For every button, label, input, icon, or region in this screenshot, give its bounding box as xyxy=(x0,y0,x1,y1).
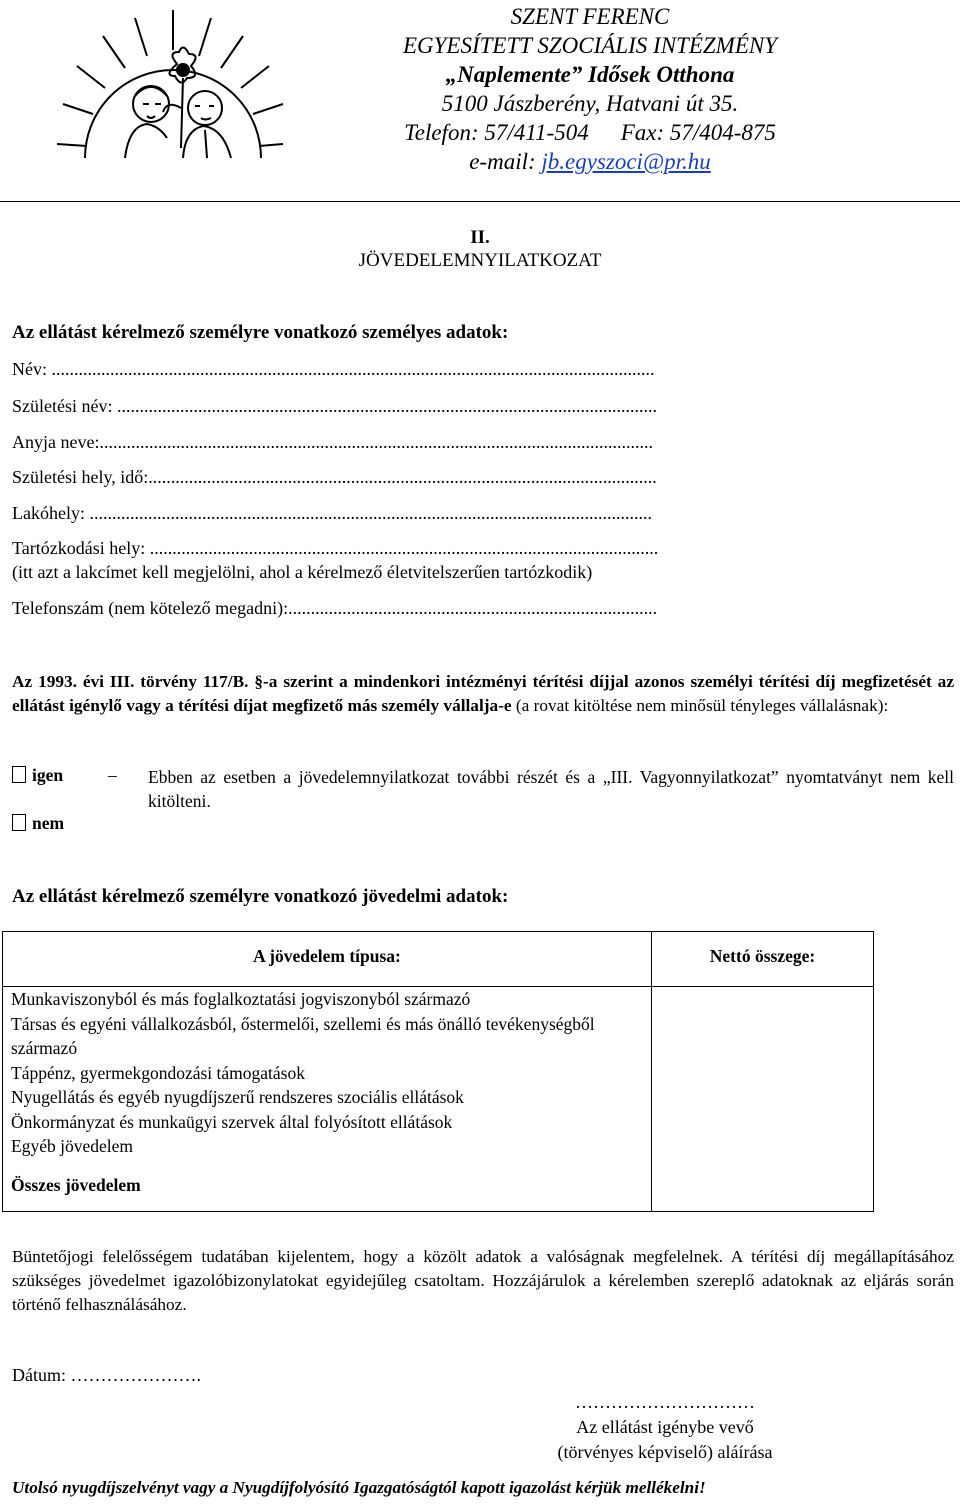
form-number: II. xyxy=(470,227,490,248)
income-types-cell xyxy=(3,987,652,1212)
checkbox-yes[interactable] xyxy=(12,766,26,783)
institution-home-name: „Naplemente” Idősek Otthona xyxy=(445,62,735,87)
signature-label-1: Az ellátást igénybe vevő xyxy=(576,1417,754,1437)
option-no[interactable] xyxy=(12,813,64,834)
net-amount-cell[interactable] xyxy=(652,987,874,1212)
header-divider xyxy=(0,201,960,202)
signature-line[interactable]: ………………………… xyxy=(575,1392,755,1412)
income-row-total: Összes jövedelem xyxy=(11,1174,141,1195)
personal-data-heading: Az ellátást kérelmező személyre vonatkozó személyes adatok: xyxy=(12,322,509,343)
signature-block xyxy=(520,1390,810,1465)
income-row-other: Egyéb jövedelem xyxy=(11,1136,133,1156)
law-question xyxy=(12,670,954,718)
stay-address-field[interactable]: Tartózkodási hely: ................................................................................................................. xyxy=(12,538,659,558)
income-row-pension: Nyugellátás és egyéb nyugdíjszerű rendszeres szociális ellátások xyxy=(11,1087,464,1107)
footer-note: Utolsó nyugdíjszelvényt vagy a Nyugdíjfolyósító Igazgatóságtól kapott igazolást kérjük mellékelni! xyxy=(12,1478,706,1497)
institution-name: SZENT FERENC xyxy=(510,4,670,29)
income-heading: Az ellátást kérelmező személyre vonatkozó jövedelmi adatok: xyxy=(12,886,509,907)
income-row-municipal: Önkormányzat és munkaügyi szervek által folyósított ellátások xyxy=(11,1111,453,1132)
birth-place-date-field[interactable]: Születési hely, idő:................................................................................................................. xyxy=(12,467,657,487)
income-row-sick-pay: Táppénz, gyermekgondozási támogatások xyxy=(11,1062,305,1083)
income-table xyxy=(2,931,874,1212)
email-label: e-mail: xyxy=(469,149,542,174)
income-row-employment: Munkaviszonyból és más foglalkoztatási jogviszonyból származó xyxy=(11,989,471,1009)
fax-number: Fax: 57/404-875 xyxy=(620,120,776,145)
col-income-type: A jövedelem típusa: xyxy=(3,932,652,987)
income-row-business: Társas és egyéni vállalkozásból, őstermelői, szellemi és más önálló tevékenységből származó xyxy=(11,1013,595,1058)
institution-contact-line xyxy=(220,118,960,147)
col-net-amount: Nettó összege: xyxy=(652,932,874,987)
income-table-body xyxy=(3,987,874,1212)
option-no-label: nem xyxy=(32,813,65,833)
institution-address: 5100 Jászberény, Hatvani út 35. xyxy=(441,91,739,116)
mother-name-field[interactable]: Anyja neve:........................................................................................................................... xyxy=(12,432,653,452)
signature-label-2: (törvényes képviselő) aláírása xyxy=(557,1442,773,1462)
name-field[interactable]: Név: ...................................................................................................................................... xyxy=(12,359,655,379)
law-question-note: (a rovat kitöltése nem minősül tényleges vállalásnak): xyxy=(511,696,889,715)
declaration-text: Büntetőjogi felelősségem tudatában kijelentem, hogy a közölt adatok a valóságnak megfelelnek. A térítési díj megállapításához szükséges jövedelmet igazolóbizonylatokat egyidejűleg csatoltam. Hozzájárulok a kérelemben szereplő adatoknak az eljárás során történő felhasználásához. xyxy=(12,1247,954,1314)
option-dash: – xyxy=(108,765,117,785)
phone-field[interactable]: Telefonszám (nem kötelező megadni):.................................................................................. xyxy=(12,598,658,618)
email-link[interactable]: jb.egyszoci@pr.hu xyxy=(541,149,711,174)
institution-email-line xyxy=(220,147,960,176)
form-title: JÖVEDELEMNYILATKOZAT xyxy=(358,250,602,271)
stay-address-note: (itt azt a lakcímet kell megjelölni, ahol a kérelmező életvitelszerűen tartózkodik) xyxy=(12,562,593,582)
law-question-bold: Az 1993. évi III. törvény 117/B. §-a szerint a mindenkori intézményi térítési díjjal azonos személyi térítési díj megfizetését az ellátást igénylő vagy a térítési díjat megfizető más személy vállalja-e xyxy=(12,672,954,715)
checkbox-no[interactable] xyxy=(12,814,26,831)
option-yes-note: Ebben az esetben a jövedelemnyilatkozat további részét és a „III. Vagyonnyilatkozat” nyomtatványt nem kell kitölteni. xyxy=(148,767,954,811)
phone-number: Telefon: 57/411-504 xyxy=(404,120,589,145)
institution-subtitle: EGYESÍTETT SZOCIÁLIS INTÉZMÉNY xyxy=(402,33,778,58)
date-field[interactable]: Dátum: …………………. xyxy=(12,1365,201,1385)
birth-name-field[interactable]: Születési név: ........................................................................................................................ xyxy=(12,396,657,416)
option-yes-label: igen xyxy=(32,765,64,785)
residence-field[interactable]: Lakóhely: ............................................................................................................................. xyxy=(12,503,652,523)
option-yes[interactable] xyxy=(12,765,63,786)
income-table-header xyxy=(3,932,874,987)
